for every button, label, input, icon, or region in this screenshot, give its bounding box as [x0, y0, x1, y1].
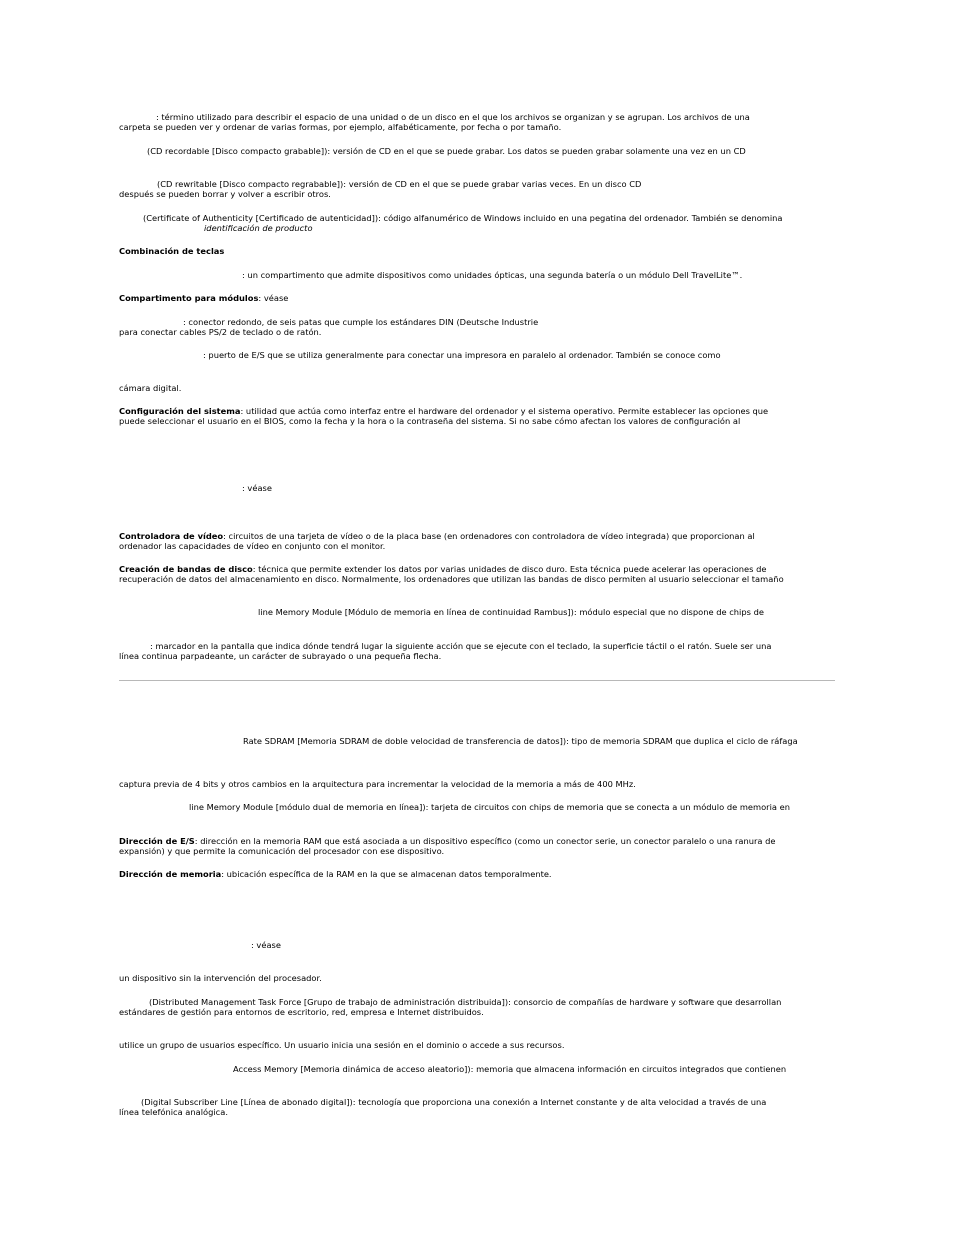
entry-term: Creación de bandas de disco: [119, 564, 253, 574]
entry-term: Dirección de E/S: [119, 836, 195, 846]
entry-text-line: captura previa de 4 bits y otros cambios en la arquitectura para incrementar la velocidad de la memoria a más de 400 MHz.: [119, 779, 636, 789]
entry-text-line: (CD recordable [Disco compacto grabable]): versión de CD en el que se puede grabar. Los datos se pueden grabar solamente una vez en un CD: [147, 146, 746, 156]
entry-text-line: expansión) y que permite la comunicación del procesador con ese dispositivo.: [119, 846, 445, 856]
entry-definition: : véase: [258, 293, 289, 303]
entry-text-line: [119, 564, 766, 574]
entry-definition: : utilidad que actúa como interfaz entre el hardware del ordenador y el sistema operativo. Permite establecer las opciones que: [240, 406, 769, 416]
entry-text-line: line Memory Module [módulo dual de memoria en línea]): tarjeta de circuitos con chips de memoria que se conecta a un módulo de memoria en: [189, 802, 790, 812]
entry-text-line: [119, 293, 288, 303]
entry-text-line: : término utilizado para describir el espacio de una unidad o de un disco en el que los archivos se organizan y se agrupan. Los archivos de una: [156, 112, 750, 122]
entry-text-line: : conector redondo, de seis patas que cumple los estándares DIN (Deutsche Industrie: [183, 317, 539, 327]
entry-term: Combinación de teclas: [119, 246, 225, 256]
entry-text-line: [119, 406, 768, 416]
entry-reference: identificación de producto: [204, 223, 313, 233]
entry-text-line: (CD rewritable [Disco compacto regrabable]): versión de CD en el que se puede grabar varias veces. En un disco CD: [157, 179, 642, 189]
entry-text-line: [119, 531, 755, 541]
entry-text-line: carpeta se pueden ver y ordenar de varias formas, por ejemplo, alfabéticamente, por fecha o por tamaño.: [119, 122, 562, 132]
entry-definition: : circuitos de una tarjeta de vídeo o de la placa base (en ordenadores con controladora de vídeo integrada) que proporcionan al: [223, 531, 755, 541]
section-divider: [119, 680, 835, 681]
entry-text-line: estándares de gestión para entornos de escritorio, red, empresa e Internet distribuidos.: [119, 1007, 484, 1017]
entry-text-line: recuperación de datos del almacenamiento en disco. Normalmente, los ordenadores que utilizan las bandas de disco permiten al usuario seleccionar el tamaño: [119, 574, 784, 584]
entry-text-line: : puerto de E/S que se utiliza generalmente para conectar una impresora en paralelo al ordenador. También se conoce como: [203, 350, 721, 360]
entry-text-line: (Digital Subscriber Line [Línea de abonado digital]): tecnología que proporciona una conexión a Internet constante y de alta velocidad a través de una: [141, 1097, 767, 1107]
entry-text-line: Access Memory [Memoria dinámica de acceso aleatorio]): memoria que almacena información en circuitos integrados que contienen: [233, 1064, 787, 1074]
entry-definition: : dirección en la memoria RAM que está asociada a un dispositivo específico (como un conector serie, un conector paralelo o una ranura de: [194, 836, 776, 846]
entry-term: Configuración del sistema: [119, 406, 241, 416]
entry-definition: : técnica que permite extender los datos por varias unidades de disco duro. Esta técnica puede acelerar las operaciones de: [252, 564, 767, 574]
entry-text-line: (Distributed Management Task Force [Grupo de trabajo de administración distribuida]): consorcio de compañías de hardware y software que desarrollan: [149, 997, 782, 1007]
entry-text-line: después se pueden borrar y volver a escribir otros.: [119, 189, 331, 199]
entry-text-line: [119, 869, 552, 879]
entry-term: Dirección de memoria: [119, 869, 222, 879]
entry-text-line: [119, 836, 776, 846]
entry-text-line: line Memory Module [Módulo de memoria en línea de continuidad Rambus]): módulo especial que no dispone de chips de: [258, 607, 764, 617]
entry-text-line: : marcador en la pantalla que indica dónde tendrá lugar la siguiente acción que se ejecute con el teclado, la superficie táctil o el ratón. Suele ser una: [150, 641, 772, 651]
entry-text-line: un dispositivo sin la intervención del procesador.: [119, 973, 322, 983]
entry-term: Controladora de vídeo: [119, 531, 224, 541]
entry-text-line: : un compartimento que admite dispositivos como unidades ópticas, una segunda batería o un módulo Dell TravelLite™.: [242, 270, 743, 280]
entry-term: Compartimento para módulos: [119, 293, 259, 303]
entry-text-line: para conectar cables PS/2 de teclado o de ratón.: [119, 327, 322, 337]
entry-text-line: : véase: [242, 483, 272, 493]
entry-text-line: línea telefónica analógica.: [119, 1107, 228, 1117]
entry-text-line: cámara digital.: [119, 383, 182, 393]
entry-text-line: (Certificate of Authenticity [Certificado de autenticidad]): código alfanumérico de Windows incluido en una pegatina del ordenador. También se denomina: [143, 213, 783, 223]
entry-definition: : ubicación específica de la RAM en la que se almacenan datos temporalmente.: [221, 869, 552, 879]
entry-text-line: Rate SDRAM [Memoria SDRAM de doble velocidad de transferencia de datos]): tipo de memoria SDRAM que duplica el ciclo de ráfaga: [243, 736, 798, 746]
entry-text-line: puede seleccionar el usuario en el BIOS, como la fecha y la hora o la contraseña del sistema. Si no sabe cómo afectan los valores de configuración al: [119, 416, 741, 426]
entry-text-line: línea continua parpadeante, un carácter de subrayado o una pequeña flecha.: [119, 651, 442, 661]
entry-text-line: : véase: [251, 940, 281, 950]
entry-text-line: utilice un grupo de usuarios específico. Un usuario inicia una sesión en el dominio o accede a sus recursos.: [119, 1040, 565, 1050]
entry-text-line: ordenador las capacidades de vídeo en conjunto con el monitor.: [119, 541, 386, 551]
